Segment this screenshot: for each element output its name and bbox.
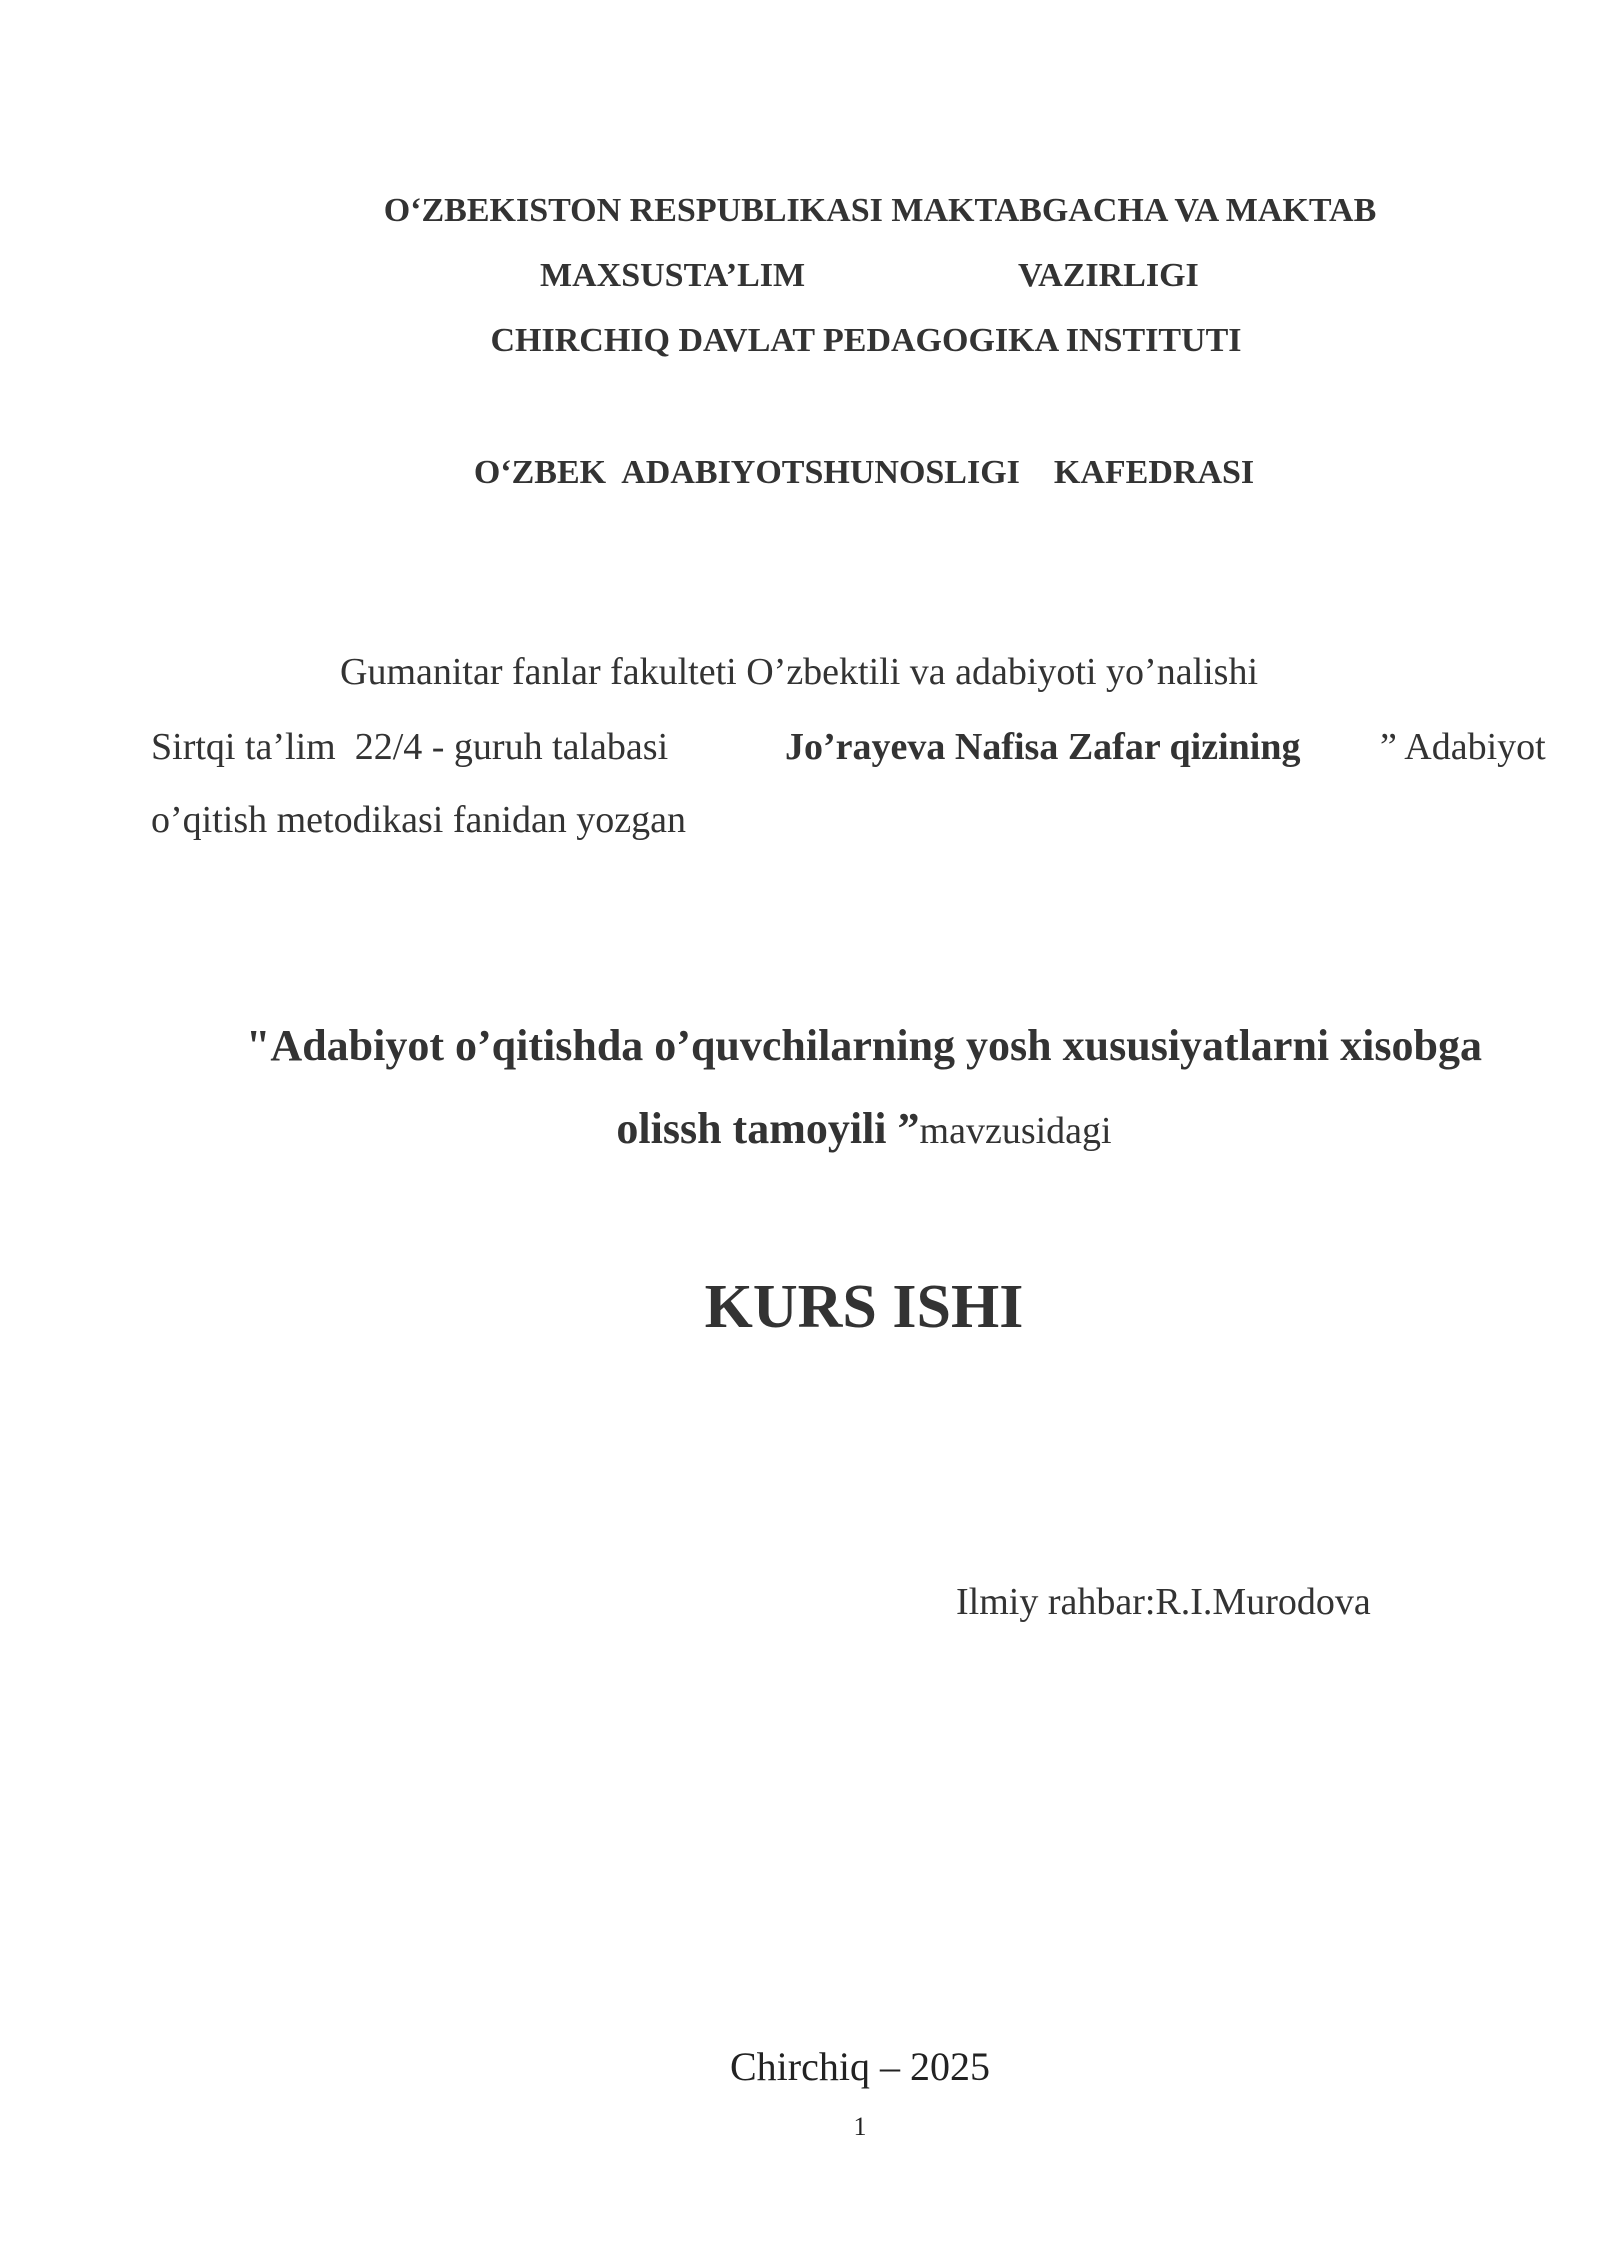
topic-line1: "Adabiyot o’qitishda o’quvchilarning yosh xususiyatlarni xisobga [246, 1021, 1482, 1070]
document-type-title: KURS ISHI [704, 1273, 1024, 1341]
topic-line2-regular: mavzusidagi [919, 1110, 1112, 1152]
place-year: Chirchiq – 2025 [730, 2044, 990, 2089]
page-number: 1 [853, 2112, 867, 2141]
department-name: O‘ZBEK ADABIYOTSHUNOSLIGI KAFEDRASI [473, 454, 1255, 491]
student-name: Jo’rayeva Nafisa Zafar qizining [785, 726, 1301, 768]
institute-name: CHIRCHIQ DAVLAT PEDAGOGIKA INSTITUTI [490, 322, 1242, 359]
ministry-title-line2-right: VAZIRLIGI [1018, 257, 1199, 294]
topic-line2 [0, 1103, 1600, 1154]
faculty-line: Gumanitar fanlar fakulteti O’zbektili va adabiyoti yo’nalishi [340, 651, 1259, 693]
subject-line: o’qitish metodikasi fanidan yozgan [151, 799, 687, 841]
supervisor: Ilmiy rahbar:R.I.Murodova [956, 1581, 1371, 1623]
student-line-suffix: ” Adabiyot [1380, 726, 1546, 768]
ministry-title-line1: O‘ZBEKISTON RESPUBLIKASI MAKTABGACHA VA MAKTAB [383, 192, 1377, 229]
ministry-title-line2-left: MAXSUSTA’LIM [540, 257, 806, 294]
student-line-prefix: Sirtqi ta’lim 22/4 - guruh talabasi [151, 726, 678, 768]
topic-line2-bold: olissh tamoyili ” [616, 1104, 920, 1153]
